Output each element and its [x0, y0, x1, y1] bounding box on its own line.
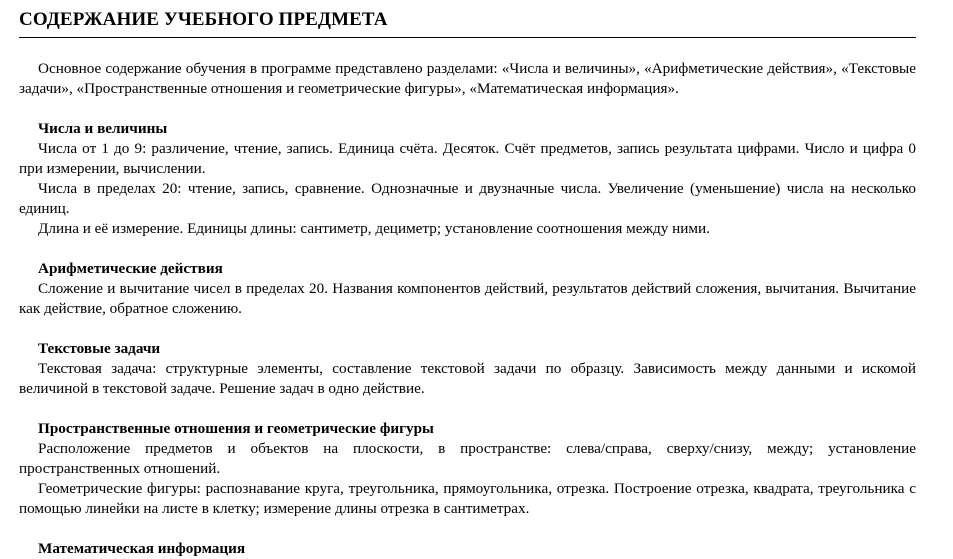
section-heading-geometry: Пространственные отношения и геометрические фигуры — [38, 420, 434, 437]
section-paragraph: Длина и её измерение. Единицы длины: сантиметр, дециметр; установление соотношения между ними. — [38, 220, 710, 237]
section-heading-numbers: Числа и величины — [38, 120, 168, 137]
section-paragraph: Текстовая задача: структурные элементы, составление текстовой задачи по образцу. Зависимость между данными и искомой величиной в текстовой задаче. Решение задач в одно действие. — [19, 360, 916, 397]
section-paragraph: Сложение и вычитание чисел в пределах 20. Названия компонентов действий, результатов действий сложения, вычитания. Вычитание как действие, обратное сложению. — [19, 280, 916, 317]
page-title: СОДЕРЖАНИЕ УЧЕБНОГО ПРЕДМЕТА — [19, 0, 916, 38]
section-heading-arithmetic: Арифметические действия — [38, 260, 223, 277]
section-heading-word-problems: Текстовые задачи — [38, 340, 161, 357]
section-paragraph: Расположение предметов и объектов на плоскости, в пространстве: слева/справа, сверху/снизу, между; установление пространственных отношений. — [19, 440, 916, 477]
document-content — [19, 59, 916, 559]
section-paragraph: Числа от 1 до 9: различение, чтение, запись. Единица счёта. Десяток. Счёт предметов, запись результата цифрами. Число и цифра 0 при измерении, вычислении. — [19, 140, 916, 177]
intro-paragraph: Основное содержание обучения в программе представлено разделами: «Числа и величины», «Арифметические действия», «Текстовые задачи», «Пространственные отношения и геометрические фигуры», «Математическая информация». — [19, 60, 916, 97]
section-heading-math-info: Математическая информация — [38, 540, 246, 557]
section-paragraph: Геометрические фигуры: распознавание круга, треугольника, прямоугольника, отрезка. Построение отрезка, квадрата, треугольника с помощью линейки на листе в клетку; измерение длины отрезка в сантиметрах. — [19, 480, 916, 517]
document-page — [19, 0, 916, 559]
section-paragraph: Числа в пределах 20: чтение, запись, сравнение. Однозначные и двузначные числа. Увеличение (уменьшение) числа на несколько единиц. — [19, 180, 916, 217]
